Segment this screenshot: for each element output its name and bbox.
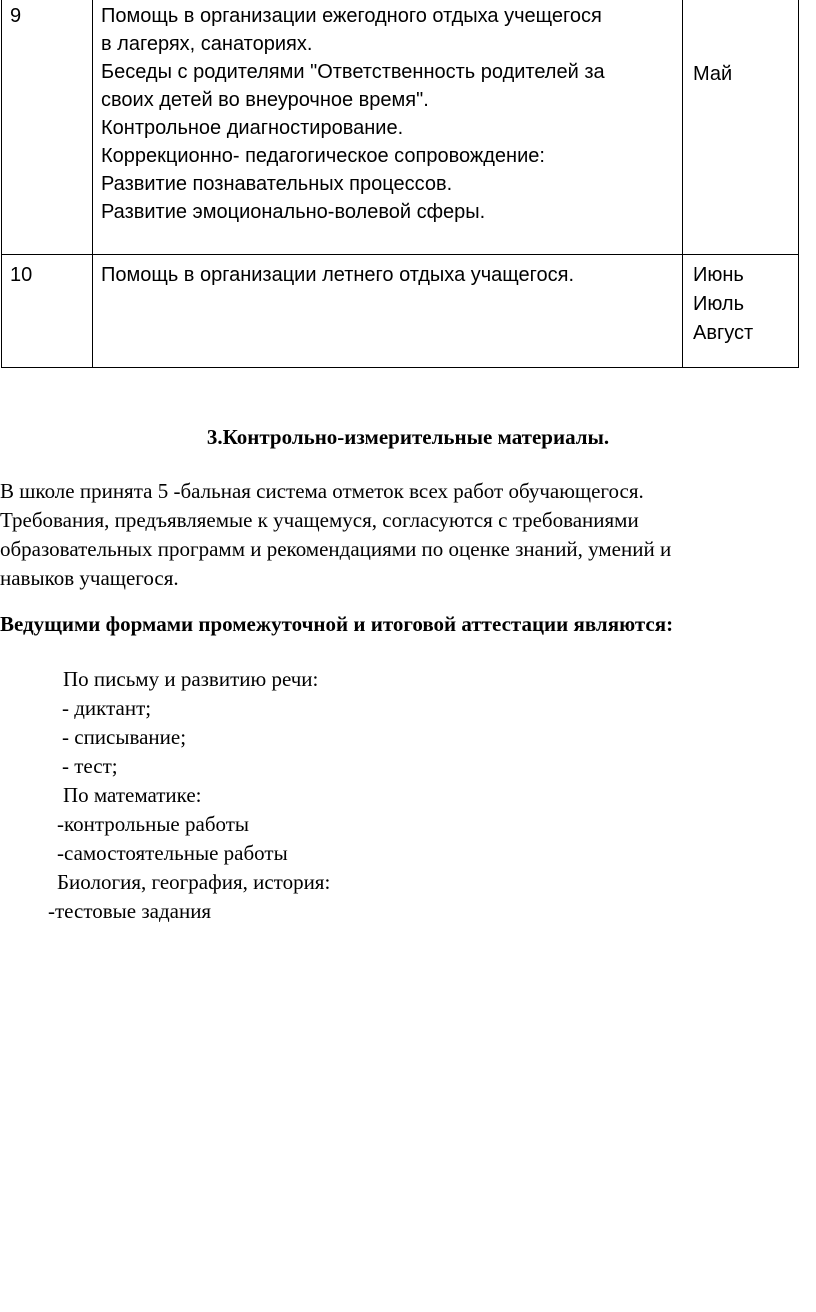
row-content xyxy=(93,0,683,254)
list-item: По письму и развитию речи: xyxy=(63,667,319,691)
grading-paragraph xyxy=(0,477,816,593)
list-item: -тестовые задания xyxy=(48,899,212,923)
content-line: Контрольное диагностирование. xyxy=(101,117,404,139)
table-row xyxy=(2,254,799,367)
content-line: Помощь в организации ежегодного отдыха учещегося xyxy=(101,5,602,27)
paragraph-line: В школе принята 5 -бальная система отметок всех работ обучающегося. xyxy=(0,479,644,503)
paragraph-line: навыков учащегося. xyxy=(0,566,179,590)
table-row xyxy=(2,0,799,254)
content-line: Развитие эмоционально-волевой сферы. xyxy=(101,201,486,223)
row-number: 10 xyxy=(2,254,93,367)
row-content xyxy=(93,254,683,367)
paragraph-line: Требования, предъявляемые к учащемуся, согласуются с требованиями xyxy=(0,508,639,532)
content-line: Развитие познавательных процессов. xyxy=(101,173,453,195)
list-item: По математике: xyxy=(63,783,202,807)
term-month: Июль xyxy=(693,292,745,315)
list-item: Биология, география, история: xyxy=(57,870,331,894)
forms-list xyxy=(0,665,330,926)
term-month: Июнь xyxy=(693,263,744,286)
row-term xyxy=(683,254,799,367)
content-line: в лагерях, санаториях. xyxy=(101,33,313,55)
content-line: Коррекционно- педагогическое сопровождение: xyxy=(101,145,545,167)
term-month: Август xyxy=(693,321,754,344)
row-number: 9 xyxy=(2,0,93,254)
content-line: своих детей во внеурочное время". xyxy=(101,89,429,111)
content-line: Беседы с родителями "Ответственность родителей за xyxy=(101,61,605,83)
list-item: - тест; xyxy=(62,754,118,778)
row-term xyxy=(683,0,799,254)
list-item: -контрольные работы xyxy=(57,812,250,836)
term-month: Май xyxy=(693,63,733,85)
plan-table xyxy=(1,0,799,368)
list-item: - диктант; xyxy=(62,696,152,720)
forms-heading: Ведущими формами промежуточной и итоговой аттестации являются: xyxy=(0,612,674,636)
paragraph-line: образовательных программ и рекомендациями по оценке знаний, умений и xyxy=(0,537,672,561)
content-line: Помощь в организации летнего отдыха учащегося. xyxy=(101,263,575,286)
list-item: - списывание; xyxy=(62,725,187,749)
list-item: -самостоятельные работы xyxy=(57,841,288,865)
section-title: 3.Контрольно-измерительные материалы. xyxy=(206,425,610,449)
